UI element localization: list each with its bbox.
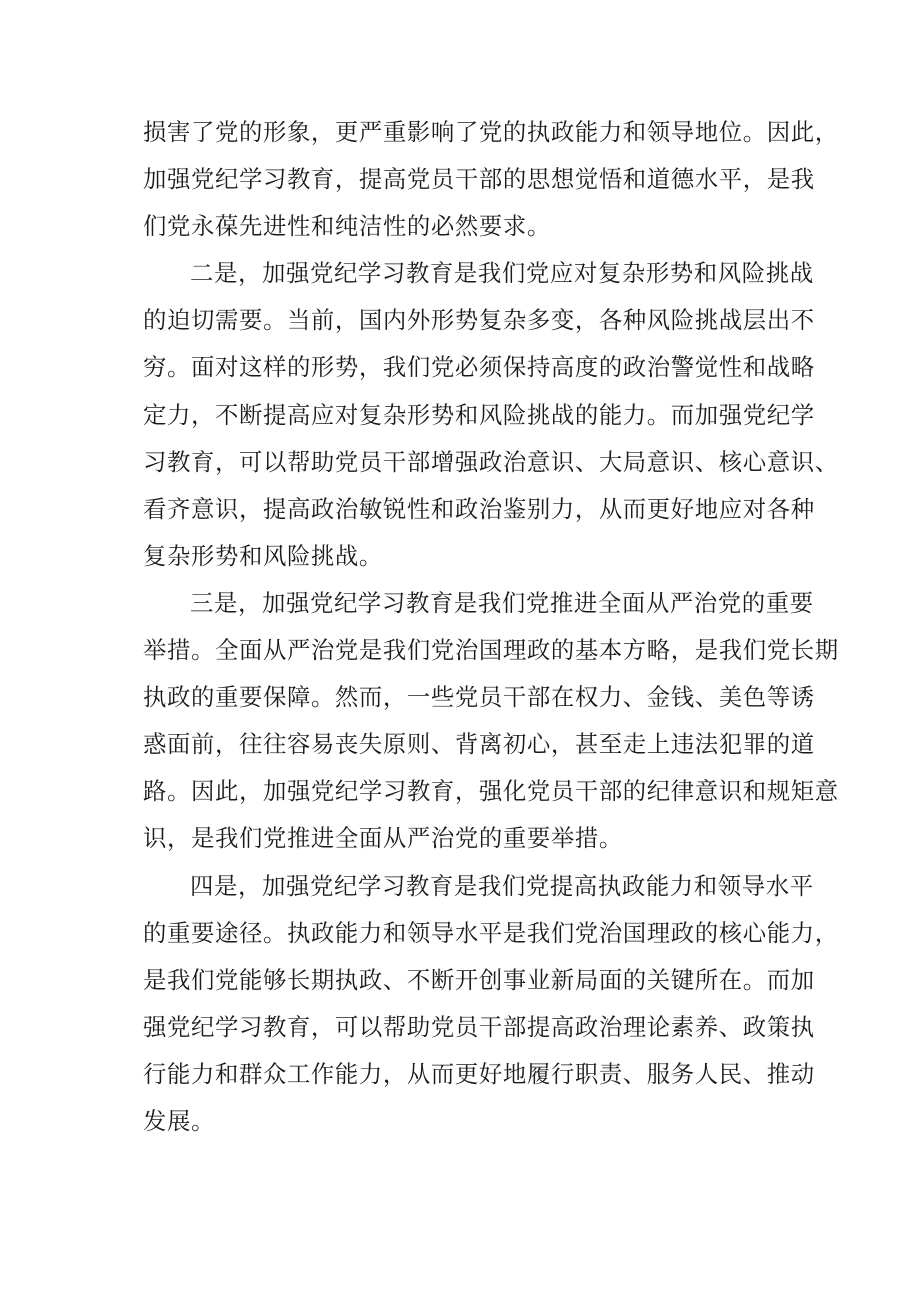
paragraph-first-line: 二是，加强党纪学习教育是我们党应对复杂形势和风险挑战 bbox=[190, 259, 814, 288]
text-line: 识，是我们党推进全面从严治党的重要举措。 bbox=[143, 824, 623, 853]
text-line: 发展。 bbox=[143, 1106, 215, 1135]
text-line: 复杂形势和风险挑战。 bbox=[143, 541, 383, 570]
text-line: 看齐意识，提高政治敏锐性和政治鉴别力，从而更好地应对各种 bbox=[143, 494, 815, 523]
text-line: 习教育，可以帮助党员干部增强政治意识、大局意识、核心意识、 bbox=[143, 447, 839, 476]
paragraph-first-line: 四是，加强党纪学习教育是我们党提高执政能力和领导水平 bbox=[190, 871, 814, 900]
text-line: 损害了党的形象，更严重影响了党的执政能力和领导地位。因此， bbox=[143, 118, 839, 146]
text-line: 是我们党能够长期执政、不断开创事业新局面的关键所在。而加 bbox=[143, 965, 815, 994]
text-line: 们党永葆先进性和纯洁性的必然要求。 bbox=[143, 212, 551, 241]
text-line: 行能力和群众工作能力，从而更好地履行职责、服务人民、推动 bbox=[143, 1059, 815, 1088]
text-line: 的重要途径。执政能力和领导水平是我们党治国理政的核心能力， bbox=[143, 918, 839, 947]
paragraph-first-line: 三是，加强党纪学习教育是我们党推进全面从严治党的重要 bbox=[190, 588, 814, 617]
text-line: 的迫切需要。当前，国内外形势复杂多变，各种风险挑战层出不 bbox=[143, 306, 815, 335]
text-line: 举措。全面从严治党是我们党治国理政的基本方略，是我们党长期 bbox=[143, 636, 839, 665]
text-line: 惑面前，往往容易丧失原则、背离初心，甚至走上违法犯罪的道 bbox=[143, 730, 815, 759]
text-line: 穷。面对这样的形势，我们党必须保持高度的政治警觉性和战略 bbox=[143, 353, 815, 382]
text-line: 加强党纪学习教育，提高党员干部的思想觉悟和道德水平，是我 bbox=[143, 165, 815, 194]
text-line: 执政的重要保障。然而，一些党员干部在权力、金钱、美色等诱 bbox=[143, 683, 815, 712]
body-text bbox=[143, 109, 839, 1145]
text-line: 定力，不断提高应对复杂形势和风险挑战的能力。而加强党纪学 bbox=[143, 400, 815, 429]
text-line: 路。因此，加强党纪学习教育，强化党员干部的纪律意识和规矩意 bbox=[143, 777, 839, 806]
text-line: 强党纪学习教育，可以帮助党员干部提高政治理论素养、政策执 bbox=[143, 1012, 815, 1041]
